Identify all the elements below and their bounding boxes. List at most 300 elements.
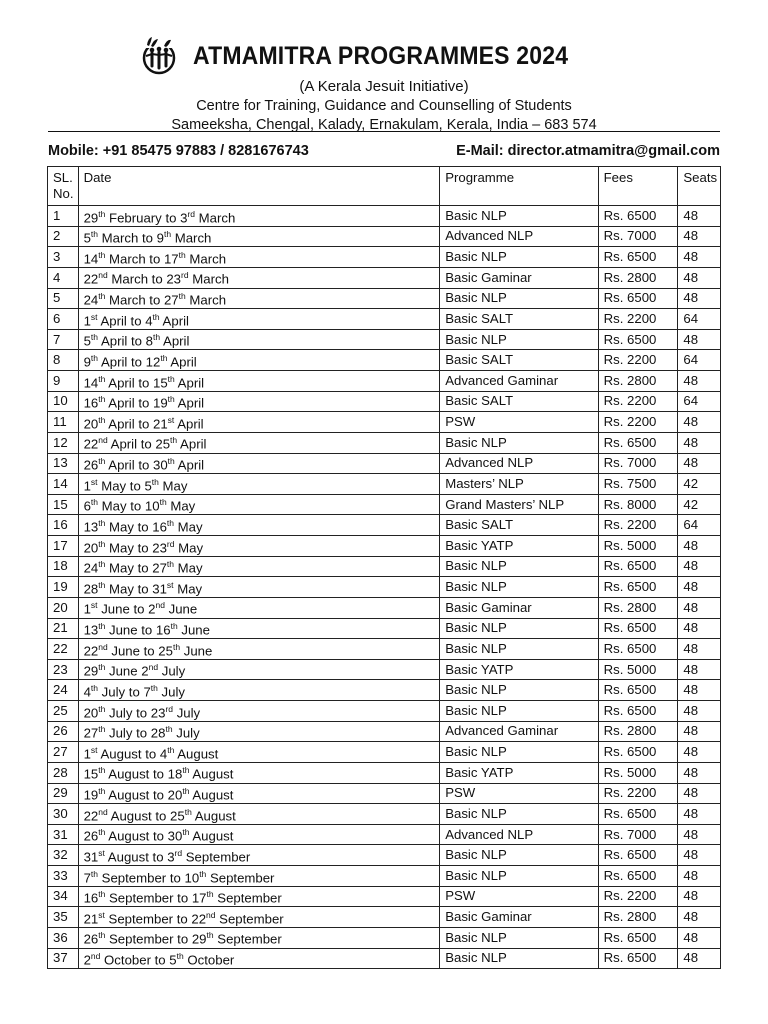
sl-no-cell: 6 bbox=[48, 309, 79, 330]
date-cell bbox=[78, 206, 440, 227]
table-row bbox=[48, 556, 721, 577]
fees-cell: Rs. 6500 bbox=[598, 247, 678, 268]
programme-cell: Basic NLP bbox=[440, 577, 598, 598]
date-text: April to 12 bbox=[98, 354, 161, 370]
date-text: July to 23 bbox=[105, 705, 166, 720]
programme-cell: Basic NLP bbox=[440, 927, 598, 948]
table-row bbox=[48, 762, 721, 783]
seats-cell: 48 bbox=[678, 453, 721, 474]
date-ordinal-suffix: th bbox=[98, 662, 106, 673]
seats-cell: 48 bbox=[678, 226, 721, 247]
fees-cell: Rs. 6500 bbox=[598, 329, 678, 350]
date-ordinal-suffix: th bbox=[167, 456, 175, 467]
date-text: 26 bbox=[83, 457, 99, 473]
fees-cell: Rs. 7000 bbox=[598, 453, 678, 474]
date-ordinal-suffix: st bbox=[98, 909, 105, 920]
date-cell bbox=[78, 556, 440, 577]
sl-no-cell: 33 bbox=[48, 866, 79, 887]
sl-no-cell: 26 bbox=[48, 721, 79, 742]
date-text: 20 bbox=[83, 540, 99, 555]
date-text: May to 16 bbox=[105, 519, 167, 535]
date-text: April to 21 bbox=[105, 416, 168, 432]
table-row bbox=[48, 536, 721, 557]
date-ordinal-suffix: th bbox=[170, 621, 178, 632]
fees-cell: Rs. 6500 bbox=[598, 866, 678, 887]
date-text: 22 bbox=[83, 436, 99, 452]
date-text: September bbox=[206, 870, 275, 885]
date-cell bbox=[78, 350, 440, 371]
header-programme: Programme bbox=[440, 167, 598, 206]
programme-cell: Basic Gaminar bbox=[440, 907, 598, 928]
fees-cell: Rs. 6500 bbox=[598, 288, 678, 309]
sl-no-cell: 25 bbox=[48, 701, 79, 722]
date-text: September bbox=[182, 849, 251, 865]
sl-no-cell: 19 bbox=[48, 577, 79, 598]
document-header bbox=[0, 36, 768, 133]
seats-cell: 48 bbox=[678, 247, 721, 268]
seats-cell: 48 bbox=[678, 432, 721, 453]
programme-cell: Basic YATP bbox=[440, 659, 598, 680]
date-text: May to 31 bbox=[105, 581, 167, 597]
date-ordinal-suffix: nd bbox=[98, 806, 108, 817]
table-row bbox=[48, 721, 721, 742]
contact-row bbox=[48, 143, 720, 159]
date-ordinal-suffix: th bbox=[182, 786, 190, 797]
sl-no-cell: 20 bbox=[48, 597, 79, 618]
fees-cell: Rs. 2800 bbox=[598, 371, 678, 392]
date-text: 6 bbox=[83, 498, 91, 514]
fees-cell: Rs. 6500 bbox=[598, 680, 678, 701]
date-text: February to 3 bbox=[105, 210, 188, 225]
date-text: April bbox=[160, 333, 190, 349]
table-row bbox=[48, 618, 721, 639]
fees-cell: Rs. 7500 bbox=[598, 474, 678, 495]
date-text: 5 bbox=[83, 230, 91, 246]
date-text: May to 23 bbox=[105, 540, 167, 555]
date-ordinal-suffix: th bbox=[166, 517, 175, 528]
date-text: 21 bbox=[83, 911, 99, 927]
fees-cell: Rs. 2800 bbox=[598, 267, 678, 288]
date-ordinal-suffix: th bbox=[151, 476, 159, 487]
sl-no-cell: 1 bbox=[48, 206, 79, 227]
seats-cell: 48 bbox=[678, 783, 721, 804]
date-ordinal-suffix: nd bbox=[90, 951, 101, 962]
table-row bbox=[48, 783, 721, 804]
programme-cell: Basic NLP bbox=[440, 329, 598, 350]
seats-cell: 48 bbox=[678, 536, 721, 557]
table-row bbox=[48, 494, 721, 515]
date-text: 29 bbox=[83, 210, 99, 225]
date-cell bbox=[78, 494, 440, 515]
fees-cell: Rs. 6500 bbox=[598, 845, 678, 866]
programme-cell: Basic SALT bbox=[440, 391, 598, 412]
date-text: 1 bbox=[83, 746, 91, 762]
sl-no-cell: 17 bbox=[48, 536, 79, 557]
seats-cell: 48 bbox=[678, 329, 721, 350]
date-ordinal-suffix: th bbox=[184, 806, 192, 817]
date-text: August to 20 bbox=[105, 787, 183, 803]
sl-no-cell: 35 bbox=[48, 907, 79, 928]
date-ordinal-suffix: th bbox=[153, 332, 161, 343]
sl-no-cell: 10 bbox=[48, 391, 79, 412]
date-text: August to 18 bbox=[105, 766, 183, 782]
fees-cell: Rs. 6500 bbox=[598, 639, 678, 660]
date-text: 13 bbox=[83, 622, 99, 638]
date-text: 24 bbox=[83, 560, 99, 576]
programme-cell: PSW bbox=[440, 783, 598, 804]
date-text: September bbox=[213, 890, 282, 906]
programme-cell: Basic NLP bbox=[440, 845, 598, 866]
date-text: 19 bbox=[83, 787, 99, 803]
table-row bbox=[48, 701, 721, 722]
date-ordinal-suffix: nd bbox=[155, 600, 165, 611]
date-text: 26 bbox=[83, 931, 99, 947]
seats-cell: 48 bbox=[678, 639, 721, 660]
fees-cell: Rs. 6500 bbox=[598, 948, 678, 969]
date-ordinal-suffix: th bbox=[98, 930, 106, 941]
table-row bbox=[48, 432, 721, 453]
date-ordinal-suffix: th bbox=[163, 229, 172, 240]
date-ordinal-suffix: th bbox=[90, 497, 99, 508]
sl-no-cell: 28 bbox=[48, 762, 79, 783]
date-text: 22 bbox=[83, 643, 99, 659]
table-row bbox=[48, 267, 721, 288]
date-text: April to 8 bbox=[98, 333, 153, 349]
date-text: May bbox=[174, 540, 204, 555]
date-ordinal-suffix: th bbox=[206, 889, 214, 900]
date-text: September bbox=[215, 911, 284, 927]
date-ordinal-suffix: st bbox=[90, 311, 98, 322]
date-ordinal-suffix: rd bbox=[187, 208, 195, 219]
date-text: 22 bbox=[83, 808, 99, 824]
date-ordinal-suffix: th bbox=[160, 352, 168, 363]
programme-cell: Basic SALT bbox=[440, 515, 598, 536]
date-cell bbox=[78, 597, 440, 618]
date-ordinal-suffix: th bbox=[98, 703, 106, 714]
date-ordinal-suffix: th bbox=[166, 559, 175, 570]
sl-no-cell: 32 bbox=[48, 845, 79, 866]
header-fees: Fees bbox=[598, 167, 678, 206]
seats-cell: 48 bbox=[678, 556, 721, 577]
date-cell bbox=[78, 907, 440, 928]
date-text: June bbox=[180, 643, 213, 659]
date-text: 27 bbox=[83, 725, 99, 741]
date-ordinal-suffix: th bbox=[98, 786, 106, 797]
sl-no-cell: 31 bbox=[48, 824, 79, 845]
date-text: July bbox=[157, 684, 186, 700]
programme-cell: Basic NLP bbox=[440, 804, 598, 825]
seats-cell: 42 bbox=[678, 474, 721, 495]
programme-cell: Basic NLP bbox=[440, 948, 598, 969]
sl-no-cell: 22 bbox=[48, 639, 79, 660]
fees-cell: Rs. 6500 bbox=[598, 618, 678, 639]
sl-no-cell: 8 bbox=[48, 350, 79, 371]
subtitle: (A Kerala Jesuit Initiative) bbox=[299, 78, 469, 95]
sl-no-cell: 30 bbox=[48, 804, 79, 825]
sl-no-cell: 36 bbox=[48, 927, 79, 948]
programme-cell: Advanced Gaminar bbox=[440, 721, 598, 742]
fees-cell: Rs. 8000 bbox=[598, 494, 678, 515]
date-ordinal-suffix: rd bbox=[181, 270, 189, 281]
date-text: May bbox=[174, 519, 203, 535]
date-text: May bbox=[166, 498, 196, 514]
date-cell bbox=[78, 267, 440, 288]
seats-cell: 48 bbox=[678, 597, 721, 618]
table-row bbox=[48, 206, 721, 227]
fees-cell: Rs. 7000 bbox=[598, 226, 678, 247]
sl-no-cell: 15 bbox=[48, 494, 79, 515]
fees-cell: Rs. 2200 bbox=[598, 783, 678, 804]
date-cell bbox=[78, 247, 440, 268]
date-text: April bbox=[177, 436, 207, 452]
table-row bbox=[48, 927, 721, 948]
date-cell bbox=[78, 329, 440, 350]
date-text: April to 19 bbox=[105, 395, 168, 411]
date-ordinal-suffix: st bbox=[90, 476, 98, 487]
table-header-row bbox=[48, 167, 721, 206]
date-cell bbox=[78, 309, 440, 330]
table-row bbox=[48, 288, 721, 309]
date-cell bbox=[78, 474, 440, 495]
fees-cell: Rs. 6500 bbox=[598, 206, 678, 227]
date-cell bbox=[78, 742, 440, 763]
fees-cell: Rs. 2200 bbox=[598, 412, 678, 433]
date-text: May to 10 bbox=[98, 498, 160, 514]
date-cell bbox=[78, 886, 440, 907]
date-cell bbox=[78, 721, 440, 742]
date-ordinal-suffix: st bbox=[166, 579, 174, 590]
date-ordinal-suffix: th bbox=[98, 621, 106, 632]
date-text: May bbox=[158, 478, 188, 494]
seats-cell: 64 bbox=[678, 350, 721, 371]
table-row bbox=[48, 804, 721, 825]
table-row bbox=[48, 907, 721, 928]
sl-no-cell: 18 bbox=[48, 556, 79, 577]
table-row bbox=[48, 886, 721, 907]
date-ordinal-suffix: th bbox=[98, 827, 106, 838]
date-text: 28 bbox=[83, 581, 99, 597]
date-text: March to 27 bbox=[105, 292, 179, 308]
address-line: Sameeksha, Chengal, Kalady, Ernakulam, Kerala, India – 683 574 bbox=[171, 117, 597, 133]
sl-no-cell: 3 bbox=[48, 247, 79, 268]
sl-no-cell: 37 bbox=[48, 948, 79, 969]
date-text: 16 bbox=[83, 890, 99, 906]
seats-cell: 48 bbox=[678, 659, 721, 680]
date-cell bbox=[78, 288, 440, 309]
sl-no-cell: 2 bbox=[48, 226, 79, 247]
date-text: April bbox=[159, 313, 189, 329]
date-text: March to 9 bbox=[98, 230, 164, 246]
date-ordinal-suffix: th bbox=[98, 249, 106, 260]
mobile-number: Mobile: +91 85475 97883 / 8281676743 bbox=[48, 143, 309, 159]
date-text: August to 3 bbox=[104, 849, 175, 865]
date-cell bbox=[78, 680, 440, 701]
programme-cell: Basic Gaminar bbox=[440, 597, 598, 618]
seats-cell: 48 bbox=[678, 680, 721, 701]
date-ordinal-suffix: th bbox=[176, 951, 184, 962]
date-cell bbox=[78, 536, 440, 557]
date-text: 29 bbox=[83, 663, 99, 679]
sl-no-cell: 34 bbox=[48, 886, 79, 907]
seats-cell: 48 bbox=[678, 267, 721, 288]
fees-cell: Rs. 2200 bbox=[598, 515, 678, 536]
header-sl-line1: SL. bbox=[53, 170, 73, 185]
date-ordinal-suffix: nd bbox=[98, 270, 108, 281]
date-cell bbox=[78, 659, 440, 680]
table-row bbox=[48, 412, 721, 433]
programme-cell: Advanced NLP bbox=[440, 226, 598, 247]
date-text: April to 4 bbox=[97, 313, 153, 329]
date-ordinal-suffix: rd bbox=[165, 703, 174, 714]
table-row bbox=[48, 453, 721, 474]
date-text: August bbox=[189, 787, 234, 803]
seats-cell: 48 bbox=[678, 701, 721, 722]
date-text: October to 5 bbox=[100, 952, 177, 968]
seats-cell: 64 bbox=[678, 391, 721, 412]
date-ordinal-suffix: th bbox=[159, 497, 167, 508]
date-ordinal-suffix: st bbox=[167, 414, 175, 425]
seats-cell: 48 bbox=[678, 206, 721, 227]
date-text: July bbox=[172, 725, 200, 741]
date-cell bbox=[78, 412, 440, 433]
date-text: September to 29 bbox=[105, 931, 207, 947]
seats-cell: 48 bbox=[678, 907, 721, 928]
header-sl-no bbox=[48, 167, 79, 206]
programme-cell: Basic SALT bbox=[440, 309, 598, 330]
date-text: 4 bbox=[83, 684, 91, 700]
title-row bbox=[0, 36, 768, 76]
table-row bbox=[48, 371, 721, 392]
date-ordinal-suffix: rd bbox=[174, 847, 183, 858]
date-text: 7 bbox=[83, 870, 91, 885]
programme-cell: Basic NLP bbox=[440, 556, 598, 577]
seats-cell: 64 bbox=[678, 309, 721, 330]
table-row bbox=[48, 659, 721, 680]
fees-cell: Rs. 7000 bbox=[598, 824, 678, 845]
fees-cell: Rs. 5000 bbox=[598, 762, 678, 783]
seats-cell: 48 bbox=[678, 618, 721, 639]
date-ordinal-suffix: th bbox=[90, 868, 99, 879]
fees-cell: Rs. 6500 bbox=[598, 556, 678, 577]
fees-cell: Rs. 2200 bbox=[598, 309, 678, 330]
date-ordinal-suffix: th bbox=[165, 724, 173, 735]
programme-cell: Basic NLP bbox=[440, 680, 598, 701]
date-cell bbox=[78, 515, 440, 536]
programme-cell: Grand Masters’ NLP bbox=[440, 494, 598, 515]
seats-cell: 48 bbox=[678, 742, 721, 763]
sl-no-cell: 4 bbox=[48, 267, 79, 288]
date-text: September to 17 bbox=[105, 890, 207, 906]
date-text: 20 bbox=[83, 705, 99, 720]
date-text: June 2 bbox=[105, 663, 149, 679]
date-ordinal-suffix: th bbox=[90, 332, 99, 343]
date-ordinal-suffix: st bbox=[90, 744, 98, 755]
date-ordinal-suffix: th bbox=[98, 291, 106, 302]
date-text: September bbox=[213, 931, 282, 947]
programme-cell: Basic NLP bbox=[440, 866, 598, 887]
atmamitra-logo-icon bbox=[135, 36, 183, 76]
seats-cell: 48 bbox=[678, 721, 721, 742]
seats-cell: 48 bbox=[678, 288, 721, 309]
document-title: ATMAMITRA PROGRAMMES 2024 bbox=[193, 41, 569, 70]
programme-cell: Basic NLP bbox=[440, 639, 598, 660]
date-ordinal-suffix: th bbox=[199, 868, 207, 879]
date-text: March bbox=[188, 271, 229, 287]
email-address: E-Mail: director.atmamitra@gmail.com bbox=[456, 143, 720, 159]
table-row bbox=[48, 226, 721, 247]
date-ordinal-suffix: th bbox=[98, 559, 106, 570]
date-text: March to 23 bbox=[107, 271, 182, 287]
programme-cell: PSW bbox=[440, 412, 598, 433]
date-text: April bbox=[167, 354, 197, 370]
date-text: April bbox=[174, 457, 205, 473]
date-cell bbox=[78, 453, 440, 474]
date-text: 1 bbox=[83, 601, 91, 617]
date-text: 14 bbox=[83, 251, 99, 267]
date-cell bbox=[78, 701, 440, 722]
seats-cell: 48 bbox=[678, 886, 721, 907]
date-text: June to 16 bbox=[105, 622, 171, 638]
date-text: 20 bbox=[83, 416, 99, 432]
header-date: Date bbox=[78, 167, 440, 206]
date-text: 1 bbox=[83, 478, 91, 494]
date-ordinal-suffix: th bbox=[167, 744, 175, 755]
programme-cell: Basic SALT bbox=[440, 350, 598, 371]
date-cell bbox=[78, 371, 440, 392]
sl-no-cell: 13 bbox=[48, 453, 79, 474]
sl-no-cell: 9 bbox=[48, 371, 79, 392]
fees-cell: Rs. 2200 bbox=[598, 391, 678, 412]
seats-cell: 64 bbox=[678, 515, 721, 536]
date-text: 2 bbox=[83, 952, 91, 968]
fees-cell: Rs. 2800 bbox=[598, 597, 678, 618]
date-text: June bbox=[177, 622, 210, 638]
header-sl-line2: No. bbox=[53, 186, 74, 201]
fees-cell: Rs. 6500 bbox=[598, 804, 678, 825]
date-ordinal-suffix: th bbox=[98, 414, 106, 425]
date-ordinal-suffix: th bbox=[182, 765, 190, 776]
fees-cell: Rs. 2800 bbox=[598, 721, 678, 742]
date-ordinal-suffix: nd bbox=[98, 435, 108, 446]
date-ordinal-suffix: th bbox=[90, 352, 99, 363]
date-cell bbox=[78, 432, 440, 453]
sl-no-cell: 5 bbox=[48, 288, 79, 309]
programme-cell: Basic NLP bbox=[440, 247, 598, 268]
date-text: 9 bbox=[83, 354, 91, 370]
date-text: July bbox=[173, 705, 201, 720]
date-text: 15 bbox=[83, 766, 99, 782]
table-row bbox=[48, 247, 721, 268]
fees-cell: Rs. 2200 bbox=[598, 886, 678, 907]
table-row bbox=[48, 350, 721, 371]
seats-cell: 48 bbox=[678, 948, 721, 969]
date-text: 14 bbox=[83, 375, 99, 390]
programme-cell: Basic YATP bbox=[440, 762, 598, 783]
date-ordinal-suffix: nd bbox=[98, 641, 108, 652]
programme-cell: Basic Gaminar bbox=[440, 267, 598, 288]
date-ordinal-suffix: th bbox=[172, 641, 181, 652]
programme-cell: Advanced NLP bbox=[440, 453, 598, 474]
date-cell bbox=[78, 618, 440, 639]
sl-no-cell: 27 bbox=[48, 742, 79, 763]
seats-cell: 48 bbox=[678, 412, 721, 433]
date-text: August bbox=[189, 766, 234, 782]
date-ordinal-suffix: rd bbox=[166, 538, 175, 549]
date-ordinal-suffix: th bbox=[150, 682, 158, 693]
date-ordinal-suffix: nd bbox=[206, 909, 216, 920]
date-text: 5 bbox=[83, 333, 91, 349]
date-text: May bbox=[173, 581, 203, 597]
